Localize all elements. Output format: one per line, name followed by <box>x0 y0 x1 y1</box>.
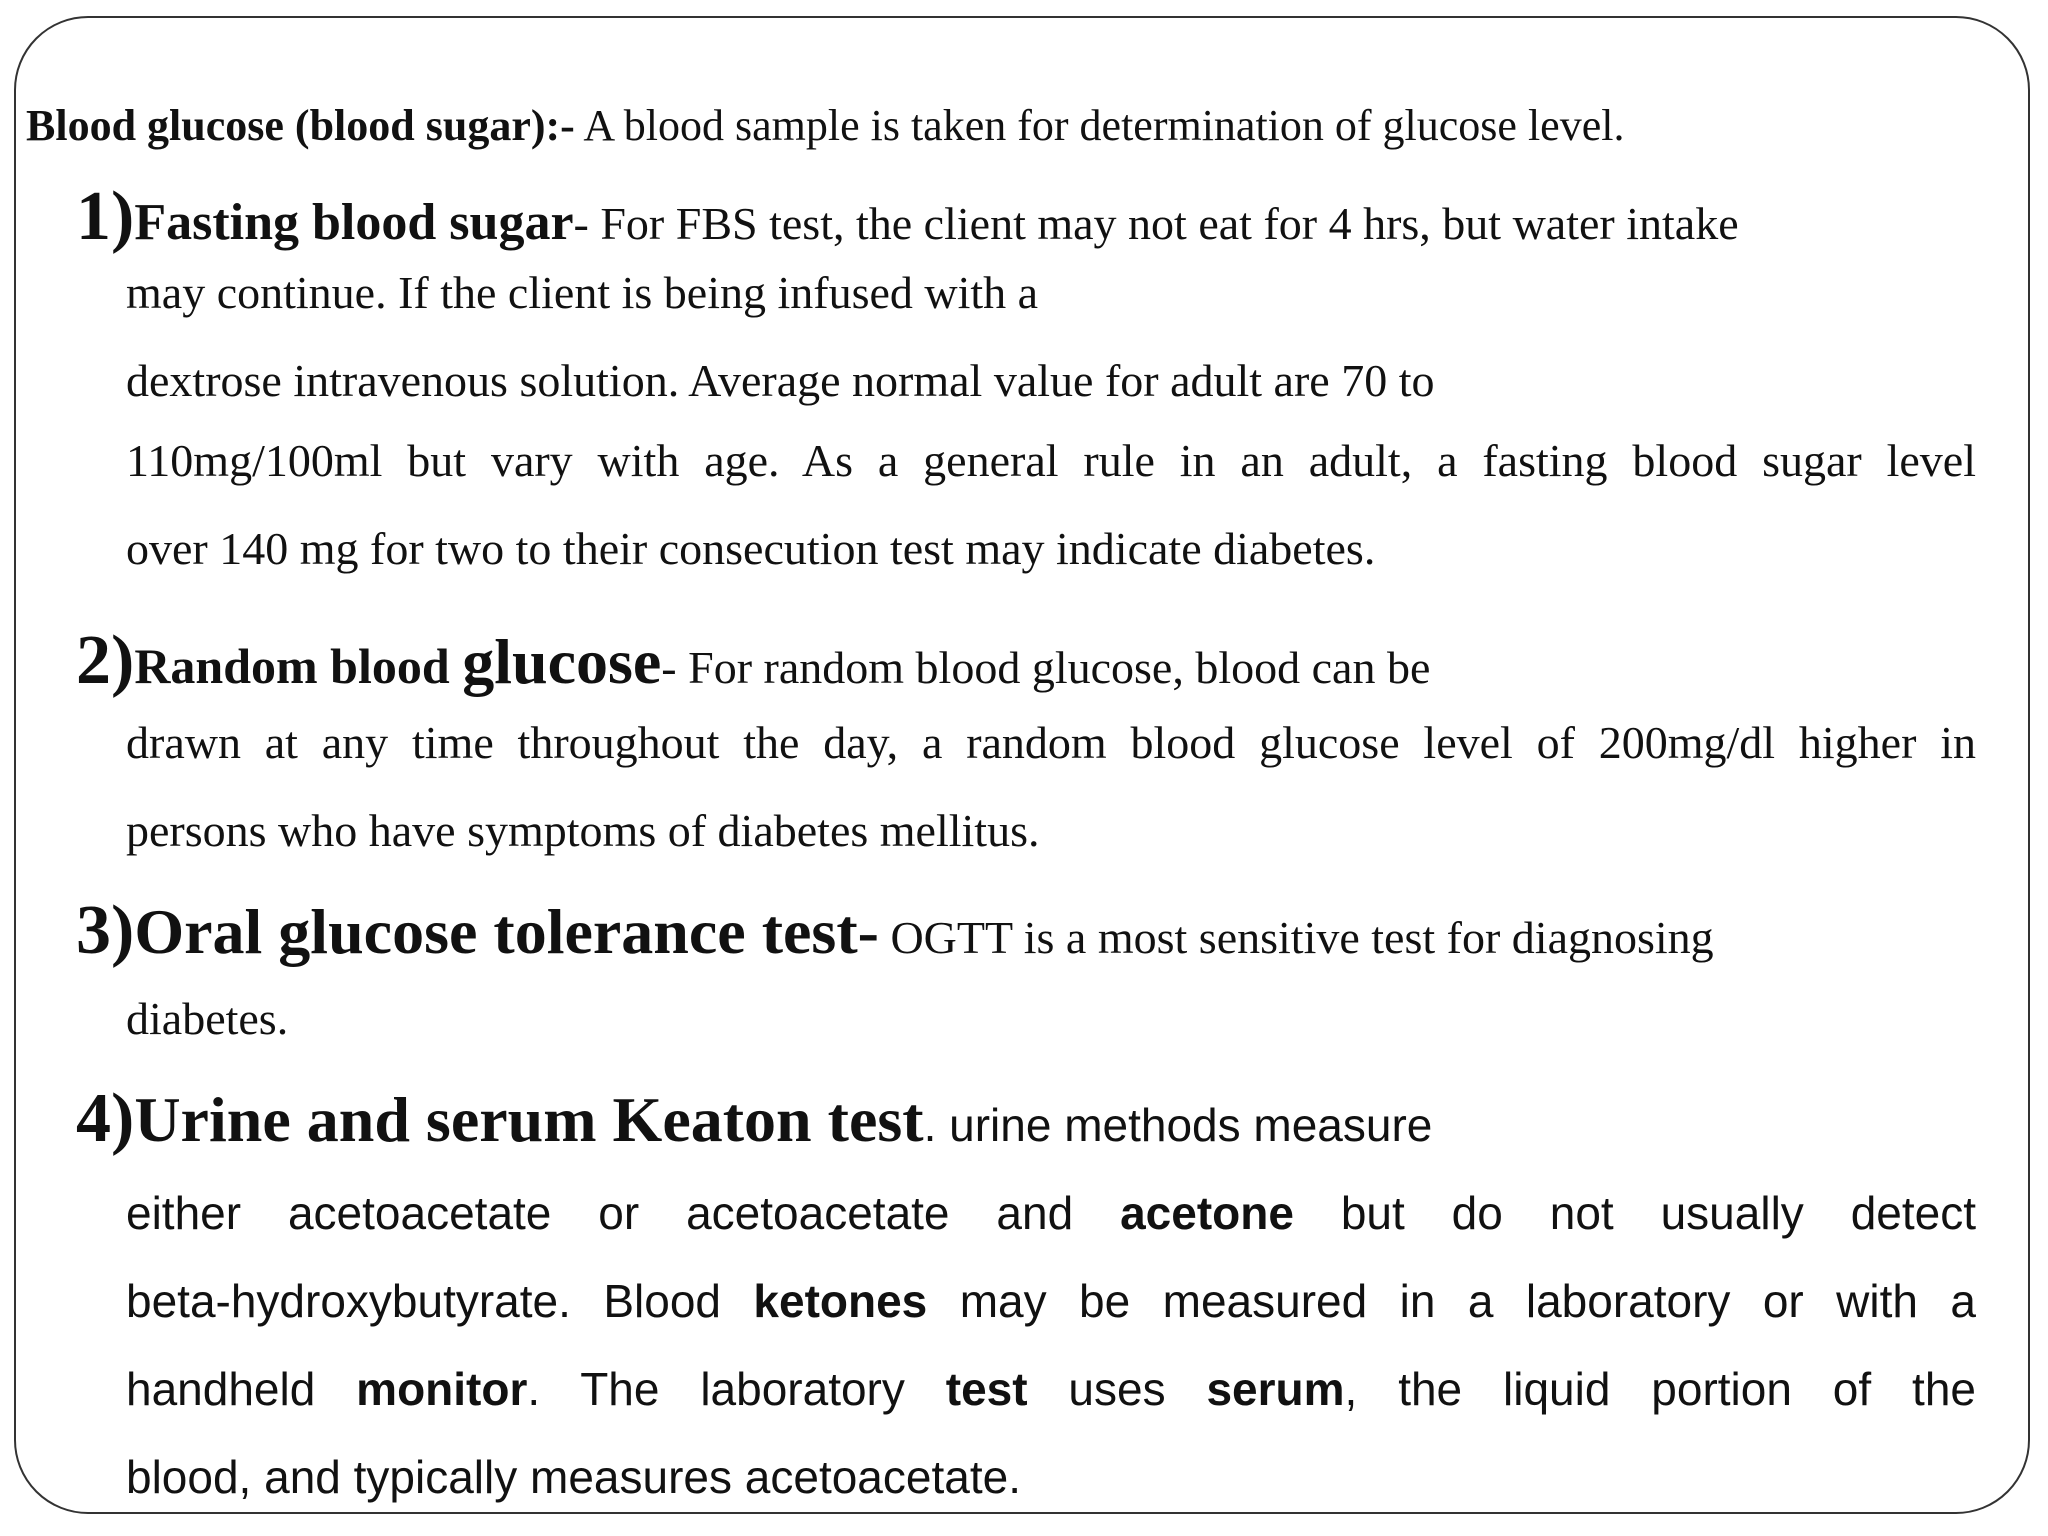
section-4-title: Urine and serum Keaton test <box>134 1084 924 1155</box>
para-text: but do not usually detect <box>1293 1187 1976 1239</box>
term-test: test <box>945 1363 1028 1415</box>
section-2-line-3: persons who have symptoms of diabetes mellitus. <box>126 805 1040 856</box>
term-serum: serum <box>1206 1363 1345 1415</box>
section-3-header <box>76 892 1714 969</box>
section-1-title: Fasting blood sugar <box>134 194 574 251</box>
para-text: handheld <box>126 1363 357 1415</box>
section-1-line-1: - For FBS test, the client may not eat for 4 hrs, but water intake <box>573 198 1739 249</box>
section-2-header <box>76 622 1431 699</box>
section-1-header <box>76 178 1739 255</box>
section-1-line-3: dextrose intravenous solution. Average normal value for adult are 70 to <box>126 355 1435 406</box>
section-4-para-line-2 <box>126 1275 1976 1327</box>
para-text: . The laboratory <box>527 1363 946 1415</box>
section-2-title-b: glucose <box>462 626 662 697</box>
section-2-title-a: Random blood <box>134 638 463 694</box>
section-4-number: 4) <box>76 1080 135 1157</box>
intro-heading: Blood glucose (blood sugar):- <box>26 101 575 150</box>
term-ketones: ketones <box>753 1275 928 1327</box>
section-1-line-2: may continue. If the client is being infused with a <box>126 267 1039 318</box>
section-4-line-1: . urine methods measure <box>923 1099 1433 1151</box>
section-1-line-5: over 140 mg for two to their consecution test may indicate diabetes. <box>126 523 1376 574</box>
section-2-line-1: - For random blood glucose, blood can be <box>661 642 1431 693</box>
term-monitor: monitor <box>356 1363 528 1415</box>
section-2-number: 2) <box>76 622 135 699</box>
section-4-para-line-4: blood, and typically measures acetoacetate. <box>126 1451 1021 1503</box>
para-text: uses <box>1027 1363 1207 1415</box>
intro-line <box>26 101 1625 150</box>
para-text: either acetoacetate or acetoacetate and <box>126 1187 1121 1239</box>
section-3-number: 3) <box>76 892 135 969</box>
section-3-line-2: diabetes. <box>126 993 289 1044</box>
section-2-line-2: drawn at any time throughout the day, a random blood glucose level of 200mg/dl higher in <box>126 717 1976 768</box>
section-4-header <box>76 1080 1433 1157</box>
para-text: , the liquid portion of the <box>1344 1363 1976 1415</box>
term-acetone: acetone <box>1120 1187 1294 1239</box>
section-1-line-4: 110mg/100ml but vary with age. As a general rule in an adult, a fasting blood sugar level <box>126 435 1976 486</box>
section-4-para-line-1 <box>126 1187 1976 1239</box>
para-text: beta-hydroxybutyrate. Blood <box>126 1275 754 1327</box>
section-1-number: 1) <box>76 178 135 255</box>
section-3-line-1: OGTT is a most sensitive test for diagnosing <box>878 912 1714 963</box>
section-4-para-line-3 <box>126 1363 1976 1415</box>
section-3-title: Oral glucose tolerance test- <box>134 896 879 967</box>
intro-text: A blood sample is taken for determination of glucose level. <box>574 101 1625 150</box>
para-text: may be measured in a laboratory or with a <box>927 1275 1976 1327</box>
